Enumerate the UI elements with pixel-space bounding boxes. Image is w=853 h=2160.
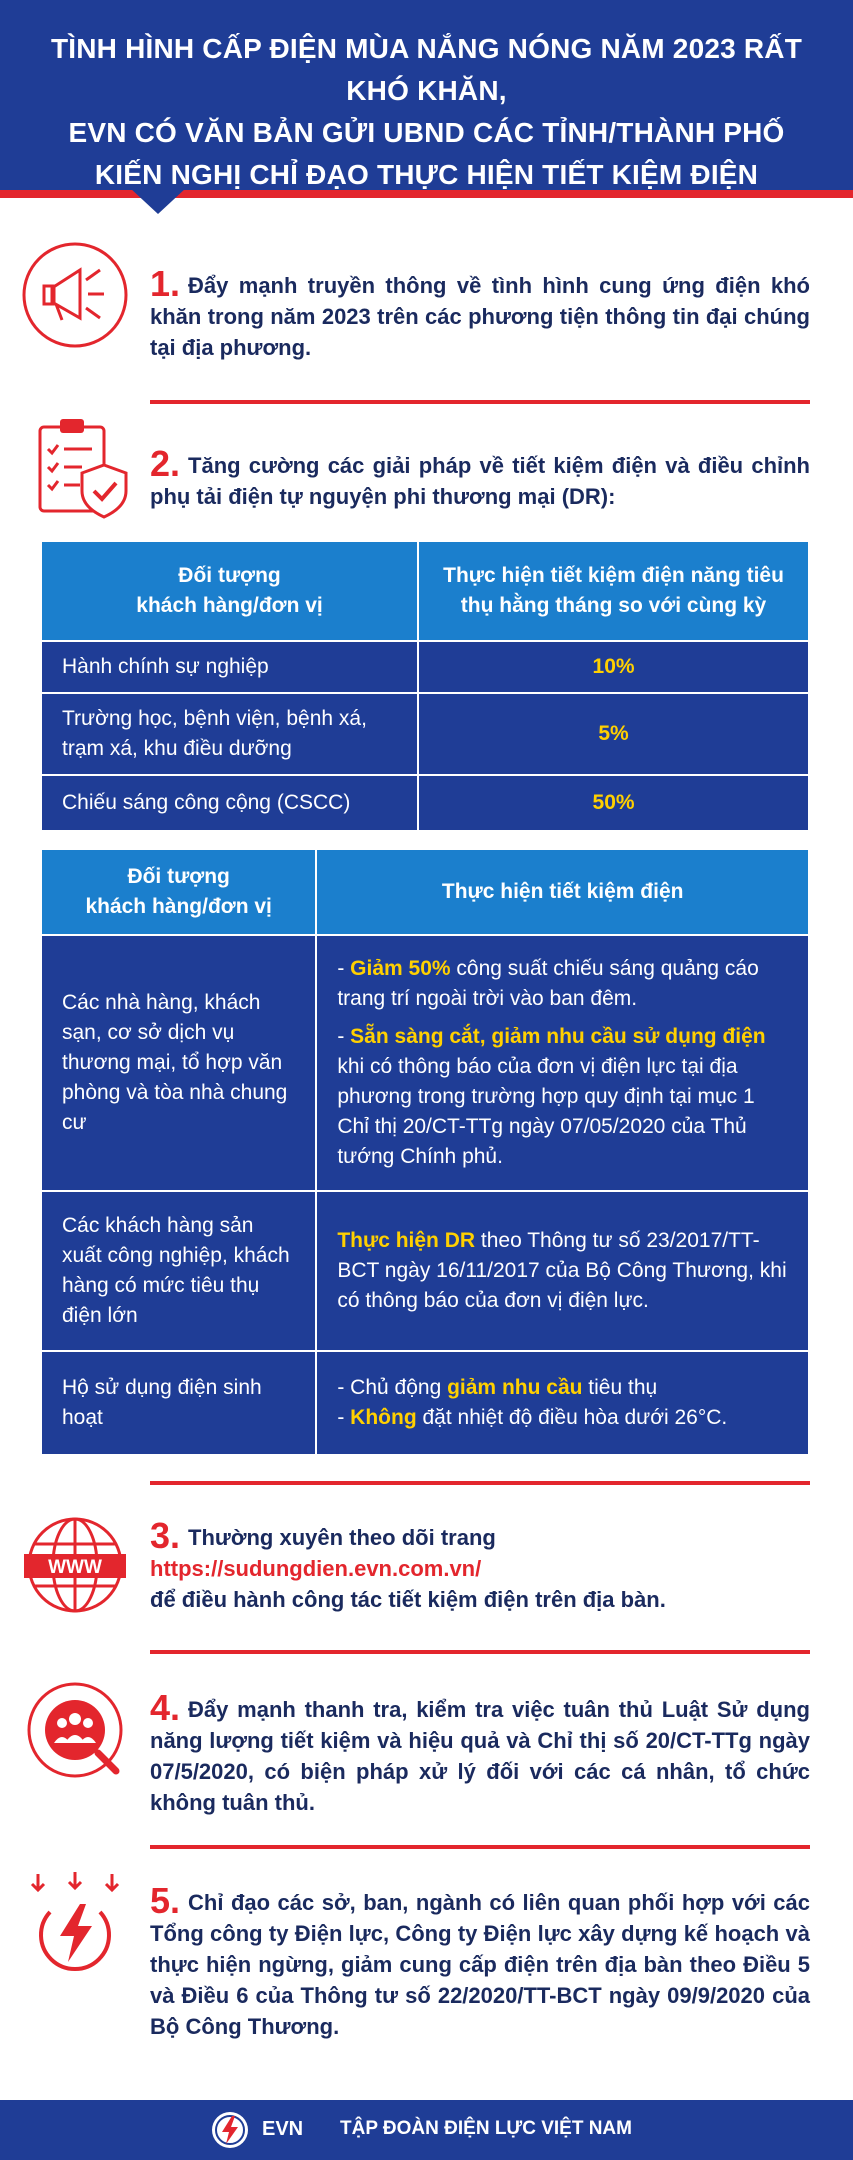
table2-header-action: Thực hiện tiết kiệm điện bbox=[316, 849, 809, 935]
title-line-2: EVN CÓ VĂN BẢN GỬI UBND CÁC TỈNH/THÀNH PHỐ bbox=[68, 117, 785, 148]
table1-row-value: 5% bbox=[418, 693, 809, 775]
action-item: Thực hiện DR theo Thông tư số 23/2017/TT-BCT ngày 16/11/2017 của Bộ Công Thương, khi có thông báo của đơn vị điện lực. bbox=[337, 1229, 787, 1312]
action-item: - Giảm 50% công suất chiếu sáng quảng cáo trang trí ngoài trời vào ban đêm. bbox=[337, 957, 759, 1010]
divider-1 bbox=[150, 400, 810, 404]
table2-row-label: Các khách hàng sản xuất công nghiệp, khách hàng có mức tiêu thụ điện lớn bbox=[41, 1191, 316, 1351]
table-row bbox=[41, 935, 809, 1191]
table1-row-value: 50% bbox=[418, 775, 809, 831]
divider-4 bbox=[150, 1845, 810, 1849]
table-row bbox=[41, 693, 809, 775]
title-line-3: KIẾN NGHỊ CHỈ ĐẠO THỰC HIỆN TIẾT KIỆM ĐIỆN bbox=[94, 159, 759, 190]
power-reduce-icon bbox=[20, 1870, 130, 1980]
table2-row-action bbox=[316, 1351, 809, 1455]
divider-3 bbox=[150, 1650, 810, 1654]
table1-header-savings: Thực hiện tiết kiệm điện năng tiêu thụ hằng tháng so với cùng kỳ bbox=[418, 541, 809, 641]
table-monthly-savings bbox=[40, 540, 810, 832]
www-globe-icon bbox=[20, 1510, 130, 1620]
table-row bbox=[41, 775, 809, 831]
table2-header-target: Đối tượng khách hàng/đơn vị bbox=[41, 849, 316, 935]
table1-row-label: Hành chính sự nghiệp bbox=[41, 641, 418, 693]
table1-row-value: 10% bbox=[418, 641, 809, 693]
section-5-text: 5. Chỉ đạo các sở, ban, ngành có liên quan phối hợp với các Tổng công ty Điện lực, Công ty Điện lực xây dựng kế hoạch và thực hiện ngừng, giảm cung cấp điện trên địa bàn theo Điều 5 và Điều 6 của Thông tư số 22/2020/TT-BCT ngày 09/9/2020 của Bộ Công Thương. bbox=[150, 1880, 810, 2039]
table-row bbox=[41, 1191, 809, 1351]
section-3-text: 3. Thường xuyên theo dõi trang https://sudungdien.evn.com.vn/ để điều hành công tác tiết kiệm điện trên địa bàn. bbox=[150, 1515, 666, 1612]
action-item: - Không đặt nhiệt độ điều hòa dưới 26°C. bbox=[337, 1406, 728, 1429]
divider-2 bbox=[150, 1481, 810, 1485]
evn-logo-icon bbox=[210, 2110, 250, 2150]
table2-row-label: Các nhà hàng, khách sạn, cơ sở dịch vụ thương mại, tổ hợp văn phòng và tòa nhà chung cư bbox=[41, 935, 316, 1191]
checklist-shield-icon bbox=[30, 415, 140, 525]
footer-bar bbox=[0, 2100, 853, 2160]
table-row bbox=[41, 641, 809, 693]
megaphone-icon bbox=[20, 240, 130, 350]
table1-row-label: Chiếu sáng công cộng (CSCC) bbox=[41, 775, 418, 831]
table1-row-label: Trường học, bệnh viện, bệnh xá, trạm xá, khu điều dưỡng bbox=[41, 693, 418, 775]
page-title bbox=[20, 28, 833, 196]
inspection-people-icon bbox=[20, 1675, 130, 1785]
table-saving-actions bbox=[40, 848, 810, 1456]
sudungdien-link[interactable]: https://sudungdien.evn.com.vn/ bbox=[150, 1556, 482, 1581]
table2-row-action bbox=[316, 935, 809, 1191]
section-4-text: 4. Đẩy mạnh thanh tra, kiểm tra việc tuân thủ Luật Sử dụng năng lượng tiết kiệm và hiệu quả và Chỉ thị số 20/CT-TTg ngày 07/5/2020, có biện pháp xử lý đối với các cá nhân, tổ chức không tuân thủ. bbox=[150, 1687, 810, 1815]
footer-organization: TẬP ĐOÀN ĐIỆN LỰC VIỆT NAM bbox=[340, 2118, 632, 2139]
header-banner bbox=[0, 0, 853, 200]
footer-brand: EVN bbox=[262, 2118, 304, 2140]
action-item: - Chủ động giảm nhu cầu tiêu thụ bbox=[337, 1376, 658, 1399]
table1-header-target: Đối tượng khách hàng/đơn vị bbox=[41, 541, 418, 641]
table-row bbox=[41, 1351, 809, 1455]
section-1-text: 1. Đẩy mạnh truyền thông về tình hình cung ứng điện khó khăn trong năm 2023 trên các phương tiện thông tin đại chúng tại địa phương. bbox=[150, 263, 810, 360]
title-line-1: TÌNH HÌNH CẤP ĐIỆN MÙA NẮNG NÓNG NĂM 2023 RẤT KHÓ KHĂN, bbox=[50, 33, 803, 106]
svg-text:WWW: WWW bbox=[48, 1557, 102, 1578]
table2-row-action bbox=[316, 1191, 809, 1351]
section-2-text: 2. Tăng cường các giải pháp về tiết kiệm điện và điều chỉnh phụ tải điện tự nguyện phi thương mại (DR): bbox=[150, 443, 810, 509]
table2-row-label: Hộ sử dụng điện sinh hoạt bbox=[41, 1351, 316, 1455]
action-item: - Sẵn sàng cắt, giảm nhu cầu sử dụng điện khi có thông báo của đơn vị điện lực tại địa phương trong trường hợp quy định tại mục 1 Chỉ thị 20/CT-TTg ngày 07/05/2020 của Thủ tướng Chính phủ. bbox=[337, 1025, 766, 1168]
